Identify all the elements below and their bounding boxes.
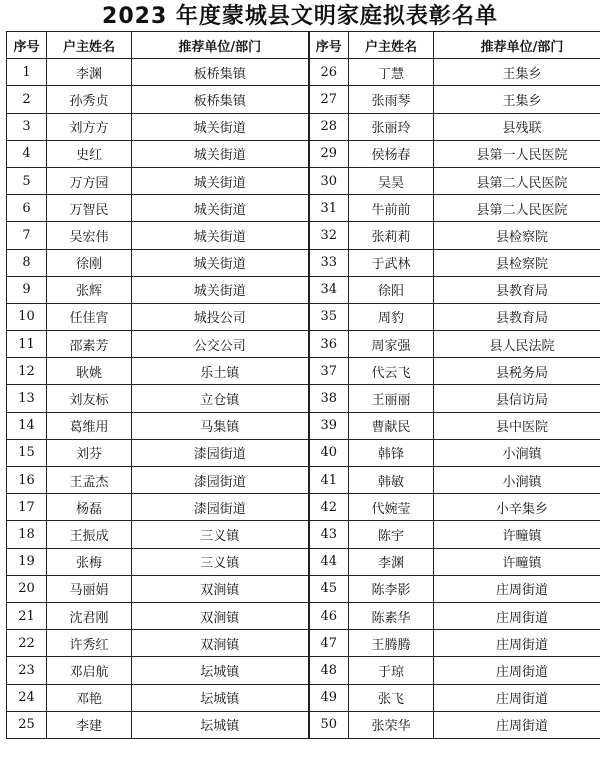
recommending-unit: 双涧镇 — [132, 575, 309, 602]
row-number: 2 — [7, 86, 47, 113]
recommending-unit: 城关街道 — [132, 195, 309, 222]
row-number: 10 — [7, 303, 47, 330]
row-number: 37 — [309, 358, 349, 385]
recommending-unit: 公交公司 — [132, 331, 309, 358]
table-row — [7, 113, 600, 140]
row-number: 15 — [7, 439, 47, 466]
household-head-name: 刘友标 — [47, 385, 132, 412]
household-head-name: 陈李影 — [349, 575, 434, 602]
recommending-unit: 坛城镇 — [132, 657, 309, 684]
header-no-left: 序号 — [7, 32, 47, 59]
row-number: 16 — [7, 467, 47, 494]
table-row — [7, 684, 600, 711]
recommending-unit: 小辛集乡 — [434, 494, 600, 521]
header-name-right: 户主姓名 — [349, 32, 434, 59]
row-number: 21 — [7, 602, 47, 629]
recommending-unit: 双涧镇 — [132, 602, 309, 629]
household-head-name: 张辉 — [47, 276, 132, 303]
table-row — [7, 711, 600, 738]
household-head-name: 邵素芳 — [47, 331, 132, 358]
recommending-unit: 双涧镇 — [132, 630, 309, 657]
recommending-unit: 许疃镇 — [434, 548, 600, 575]
row-number: 6 — [7, 195, 47, 222]
table-row — [7, 385, 600, 412]
household-head-name: 万方园 — [47, 167, 132, 194]
row-number: 39 — [309, 412, 349, 439]
household-head-name: 任佳宵 — [47, 303, 132, 330]
household-head-name: 丁慧 — [349, 59, 434, 86]
household-head-name: 曹献民 — [349, 412, 434, 439]
row-number: 35 — [309, 303, 349, 330]
recommending-unit: 坛城镇 — [132, 711, 309, 738]
recommending-unit: 乐土镇 — [132, 358, 309, 385]
table-row — [7, 521, 600, 548]
household-head-name: 邓艳 — [47, 684, 132, 711]
household-head-name: 徐阳 — [349, 276, 434, 303]
recommending-unit: 县教育局 — [434, 303, 600, 330]
row-number: 24 — [7, 684, 47, 711]
recommending-unit: 庄周街道 — [434, 657, 600, 684]
recommending-unit: 县检察院 — [434, 249, 600, 276]
recommending-unit: 小涧镇 — [434, 439, 600, 466]
recommending-unit: 县中医院 — [434, 412, 600, 439]
table-row — [7, 249, 600, 276]
table-row — [7, 331, 600, 358]
header-no-right: 序号 — [309, 32, 349, 59]
household-head-name: 吴昊 — [349, 167, 434, 194]
table-row — [7, 59, 600, 86]
recommending-unit: 县信访局 — [434, 385, 600, 412]
table-row — [7, 657, 600, 684]
recommending-unit: 城关街道 — [132, 222, 309, 249]
table-row — [7, 602, 600, 629]
recommending-unit: 三义镇 — [132, 521, 309, 548]
household-head-name: 陈宇 — [349, 521, 434, 548]
recommending-unit: 漆园街道 — [132, 494, 309, 521]
row-number: 18 — [7, 521, 47, 548]
row-number: 41 — [309, 467, 349, 494]
table-row — [7, 467, 600, 494]
household-head-name: 韩锋 — [349, 439, 434, 466]
header-name-left: 户主姓名 — [47, 32, 132, 59]
row-number: 50 — [309, 711, 349, 738]
row-number: 11 — [7, 331, 47, 358]
table-row — [7, 222, 600, 249]
row-number: 19 — [7, 548, 47, 575]
header-unit-right: 推荐单位/部门 — [434, 32, 600, 59]
table-row — [7, 140, 600, 167]
row-number: 42 — [309, 494, 349, 521]
honor-list-table — [6, 31, 600, 739]
table-row — [7, 548, 600, 575]
recommending-unit: 县第二人民医院 — [434, 167, 600, 194]
household-head-name: 王振成 — [47, 521, 132, 548]
household-head-name: 王丽丽 — [349, 385, 434, 412]
household-head-name: 葛维用 — [47, 412, 132, 439]
household-head-name: 韩敏 — [349, 467, 434, 494]
household-head-name: 邓启航 — [47, 657, 132, 684]
recommending-unit: 城关街道 — [132, 113, 309, 140]
table-row — [7, 167, 600, 194]
row-number: 32 — [309, 222, 349, 249]
household-head-name: 周豹 — [349, 303, 434, 330]
recommending-unit: 县检察院 — [434, 222, 600, 249]
row-number: 4 — [7, 140, 47, 167]
household-head-name: 李渊 — [47, 59, 132, 86]
household-head-name: 张荣华 — [349, 711, 434, 738]
row-number: 26 — [309, 59, 349, 86]
recommending-unit: 庄周街道 — [434, 602, 600, 629]
table-row — [7, 276, 600, 303]
row-number: 20 — [7, 575, 47, 602]
recommending-unit: 城投公司 — [132, 303, 309, 330]
household-head-name: 周家强 — [349, 331, 434, 358]
recommending-unit: 立仓镇 — [132, 385, 309, 412]
table-row — [7, 575, 600, 602]
row-number: 3 — [7, 113, 47, 140]
household-head-name: 刘芬 — [47, 439, 132, 466]
recommending-unit: 县人民法院 — [434, 331, 600, 358]
household-head-name: 杨磊 — [47, 494, 132, 521]
row-number: 44 — [309, 548, 349, 575]
table-row — [7, 630, 600, 657]
row-number: 5 — [7, 167, 47, 194]
table-row — [7, 86, 600, 113]
household-head-name: 代云飞 — [349, 358, 434, 385]
household-head-name: 王腾腾 — [349, 630, 434, 657]
recommending-unit: 王集乡 — [434, 86, 600, 113]
household-head-name: 张飞 — [349, 684, 434, 711]
row-number: 12 — [7, 358, 47, 385]
row-number: 9 — [7, 276, 47, 303]
recommending-unit: 县教育局 — [434, 276, 600, 303]
household-head-name: 侯杨春 — [349, 140, 434, 167]
row-number: 49 — [309, 684, 349, 711]
recommending-unit: 漆园街道 — [132, 467, 309, 494]
household-head-name: 张雨琴 — [349, 86, 434, 113]
table-row — [7, 358, 600, 385]
row-number: 34 — [309, 276, 349, 303]
recommending-unit: 城关街道 — [132, 276, 309, 303]
row-number: 38 — [309, 385, 349, 412]
household-head-name: 马丽娟 — [47, 575, 132, 602]
recommending-unit: 板桥集镇 — [132, 86, 309, 113]
household-head-name: 耿姚 — [47, 358, 132, 385]
table-body — [7, 59, 600, 739]
household-head-name: 代婉莹 — [349, 494, 434, 521]
household-head-name: 万智民 — [47, 195, 132, 222]
row-number: 43 — [309, 521, 349, 548]
row-number: 48 — [309, 657, 349, 684]
household-head-name: 徐刚 — [47, 249, 132, 276]
table-row — [7, 494, 600, 521]
table-row — [7, 412, 600, 439]
row-number: 17 — [7, 494, 47, 521]
recommending-unit: 县税务局 — [434, 358, 600, 385]
row-number: 23 — [7, 657, 47, 684]
recommending-unit: 庄周街道 — [434, 575, 600, 602]
row-number: 45 — [309, 575, 349, 602]
document-title: 2023 年度蒙城县文明家庭拟表彰名单 — [102, 4, 498, 29]
row-number: 36 — [309, 331, 349, 358]
row-number: 14 — [7, 412, 47, 439]
household-head-name: 李渊 — [349, 548, 434, 575]
recommending-unit: 城关街道 — [132, 167, 309, 194]
recommending-unit: 县第二人民医院 — [434, 195, 600, 222]
recommending-unit: 板桥集镇 — [132, 59, 309, 86]
household-head-name: 于武林 — [349, 249, 434, 276]
row-number: 28 — [309, 113, 349, 140]
recommending-unit: 庄周街道 — [434, 711, 600, 738]
recommending-unit: 许疃镇 — [434, 521, 600, 548]
row-number: 30 — [309, 167, 349, 194]
household-head-name: 牛前前 — [349, 195, 434, 222]
header-unit-left: 推荐单位/部门 — [132, 32, 309, 59]
row-number: 25 — [7, 711, 47, 738]
row-number: 27 — [309, 86, 349, 113]
table-header-row — [7, 32, 600, 59]
household-head-name: 史红 — [47, 140, 132, 167]
table-row — [7, 195, 600, 222]
recommending-unit: 坛城镇 — [132, 684, 309, 711]
recommending-unit: 城关街道 — [132, 140, 309, 167]
recommending-unit: 三义镇 — [132, 548, 309, 575]
recommending-unit: 王集乡 — [434, 59, 600, 86]
row-number: 46 — [309, 602, 349, 629]
household-head-name: 王孟杰 — [47, 467, 132, 494]
row-number: 40 — [309, 439, 349, 466]
recommending-unit: 漆园街道 — [132, 439, 309, 466]
row-number: 29 — [309, 140, 349, 167]
row-number: 13 — [7, 385, 47, 412]
recommending-unit: 县残联 — [434, 113, 600, 140]
recommending-unit: 马集镇 — [132, 412, 309, 439]
household-head-name: 沈君刚 — [47, 602, 132, 629]
recommending-unit: 城关街道 — [132, 249, 309, 276]
recommending-unit: 庄周街道 — [434, 684, 600, 711]
household-head-name: 陈素华 — [349, 602, 434, 629]
row-number: 31 — [309, 195, 349, 222]
household-head-name: 张梅 — [47, 548, 132, 575]
household-head-name: 许秀红 — [47, 630, 132, 657]
household-head-name: 孙秀贞 — [47, 86, 132, 113]
recommending-unit: 县第一人民医院 — [434, 140, 600, 167]
household-head-name: 张丽玲 — [349, 113, 434, 140]
row-number: 1 — [7, 59, 47, 86]
household-head-name: 于琼 — [349, 657, 434, 684]
row-number: 22 — [7, 630, 47, 657]
table-row — [7, 439, 600, 466]
recommending-unit: 庄周街道 — [434, 630, 600, 657]
row-number: 8 — [7, 249, 47, 276]
household-head-name: 吴宏伟 — [47, 222, 132, 249]
household-head-name: 刘方方 — [47, 113, 132, 140]
recommending-unit: 小涧镇 — [434, 467, 600, 494]
row-number: 33 — [309, 249, 349, 276]
household-head-name: 张莉莉 — [349, 222, 434, 249]
row-number: 7 — [7, 222, 47, 249]
table-row — [7, 303, 600, 330]
row-number: 47 — [309, 630, 349, 657]
household-head-name: 李建 — [47, 711, 132, 738]
